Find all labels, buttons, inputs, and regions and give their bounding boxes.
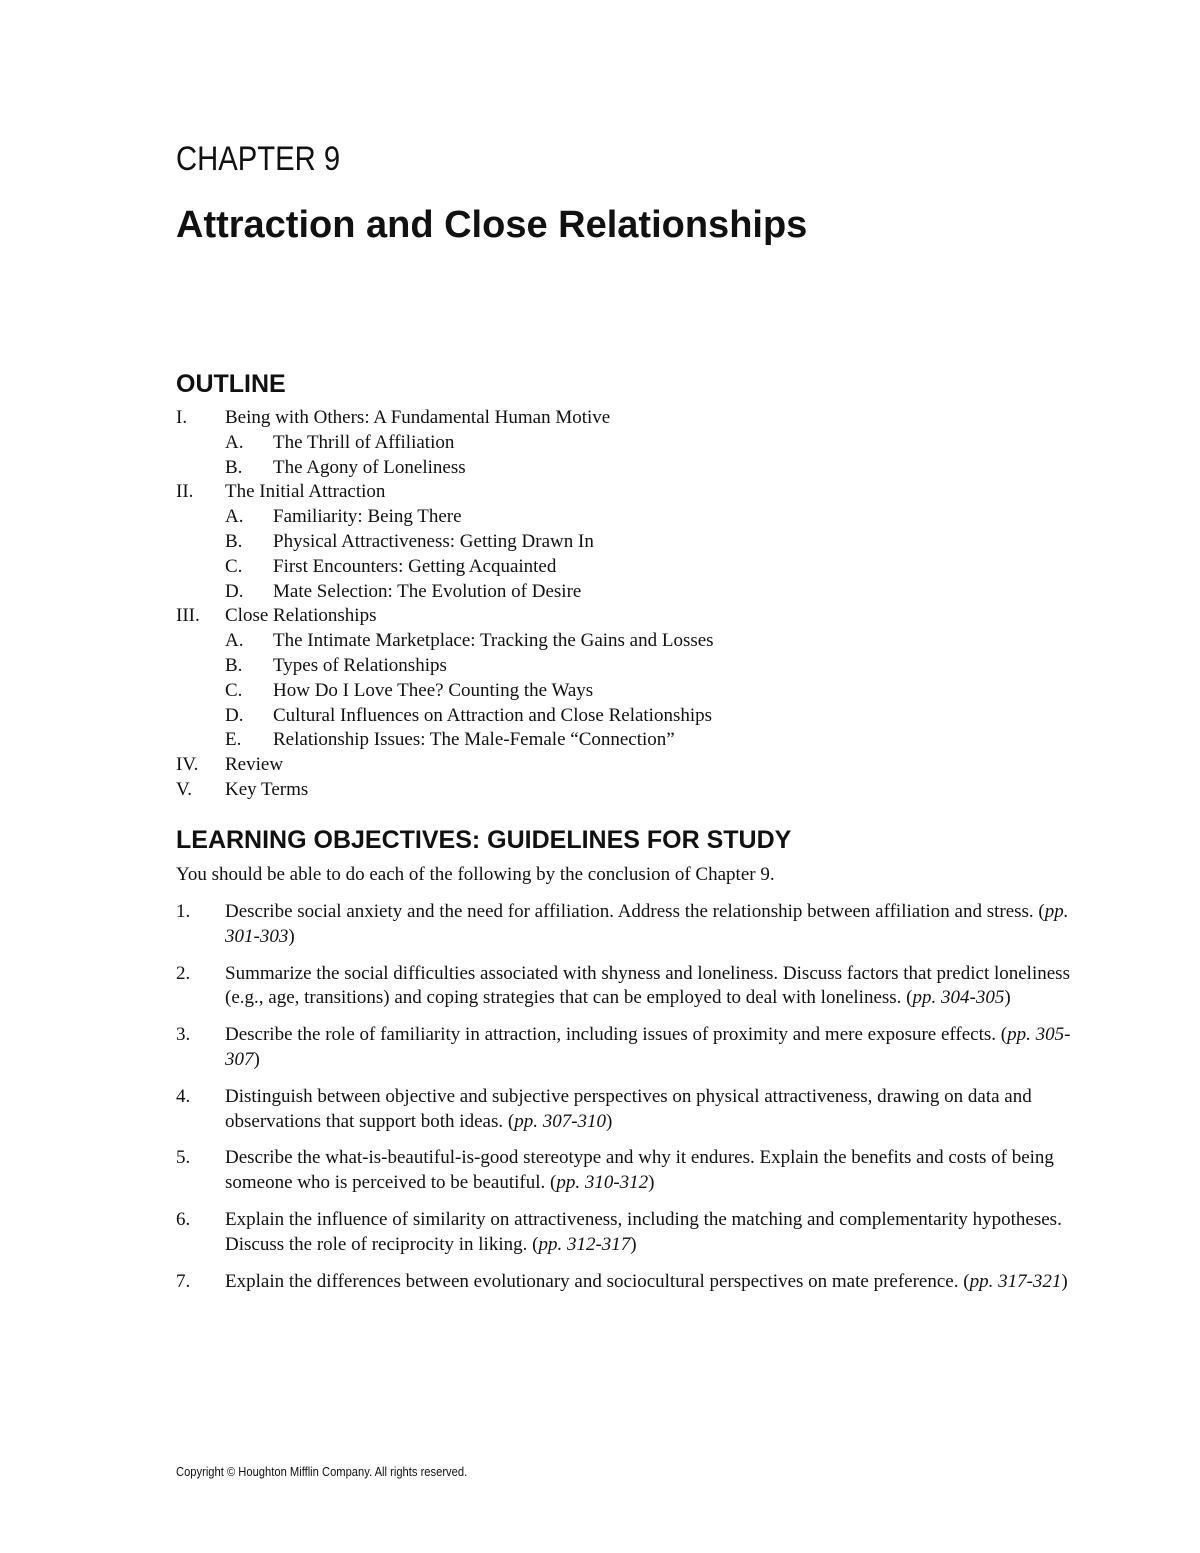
objective-text — [225, 1271, 1068, 1292]
outline-item-number: IV. — [176, 754, 199, 776]
chapter-label: CHAPTER 9 — [176, 140, 341, 178]
objective-close-paren: ) — [648, 1172, 655, 1194]
objectives-list — [176, 900, 1076, 1306]
objective-page-ref: pp. 307-310 — [514, 1110, 607, 1132]
objective-close-paren: ) — [606, 1110, 613, 1132]
outline-subitem — [176, 629, 1136, 654]
objective-close-paren: ) — [288, 925, 295, 947]
outline-item-number: B. — [225, 456, 243, 478]
objective-description: Summarize the social difficulties associated with shyness and loneliness. Discuss factors that predict loneliness (e.g., age, transitions) and coping strategies that can be employed to deal with loneliness. ( — [225, 962, 1070, 1009]
outline-subitem — [176, 580, 1136, 605]
objective-page-ref: pp. 310-312 — [556, 1172, 649, 1194]
objectives-intro: You should be able to do each of the following by the conclusion of Chapter 9. — [176, 864, 775, 885]
outline-subitem — [176, 654, 1136, 679]
outline-item-text: Types of Relationships — [273, 654, 447, 676]
outline-item-number: II. — [176, 481, 194, 503]
outline-item — [176, 406, 1136, 431]
outline-item-text: Familiarity: Being There — [273, 506, 462, 528]
objective-description: Distinguish between objective and subjective perspectives on physical attractiveness, drawing on data and observations that support both ideas. ( — [225, 1085, 1032, 1132]
objective-description: Describe the what-is-beautiful-is-good stereotype and why it endures. Explain the benefits and costs of being someone who is perceived to be beautiful. ( — [225, 1147, 1054, 1194]
outline-item-text: The Agony of Loneliness — [273, 456, 466, 478]
outline-item — [176, 480, 1136, 505]
outline-item-text: Mate Selection: The Evolution of Desire — [273, 580, 582, 602]
objective-text — [225, 1147, 1054, 1193]
outline-item-text: Cultural Influences on Attraction and Close Relationships — [273, 704, 713, 726]
outline-subitem — [176, 728, 1136, 753]
objective-close-paren: ) — [1061, 1270, 1068, 1292]
outline-item-number: III. — [176, 605, 200, 627]
outline-list — [176, 406, 1136, 803]
outline-item-text: The Initial Attraction — [225, 481, 386, 503]
outline-item-text: Key Terms — [225, 778, 309, 800]
outline-heading: OUTLINE — [176, 370, 286, 398]
outline-item-text: Physical Attractiveness: Getting Drawn In — [273, 530, 594, 552]
outline-item-number: A. — [225, 431, 244, 453]
objective-description: Explain the influence of similarity on attractiveness, including the matching and complementarity hypotheses. Discuss the role of reciprocity in liking. ( — [225, 1208, 1062, 1255]
outline-item-number: B. — [225, 654, 243, 676]
outline-subitem — [176, 505, 1136, 530]
outline-item-number: C. — [225, 679, 243, 701]
objective-item — [176, 1208, 1076, 1258]
objective-description: Describe social anxiety and the need for affiliation. Address the relationship between affiliation and stress. ( — [225, 901, 1045, 922]
outline-item-number: V. — [176, 778, 193, 800]
objective-page-ref: pp. 304-305 — [912, 987, 1005, 1009]
objective-number: 7. — [176, 1270, 191, 1292]
objective-text — [225, 963, 1070, 1009]
outline-item-number: C. — [225, 555, 243, 577]
objective-item — [176, 962, 1076, 1012]
objective-text — [225, 1209, 1062, 1255]
objective-number: 2. — [176, 962, 191, 984]
objective-close-paren: ) — [1004, 987, 1011, 1009]
outline-subitem — [176, 555, 1136, 580]
outline-item-text: Being with Others: A Fundamental Human Motive — [225, 407, 611, 428]
outline-item — [176, 753, 1136, 778]
objective-item — [176, 1270, 1076, 1295]
outline-item-number: D. — [225, 704, 244, 726]
objective-item — [176, 900, 1076, 950]
outline-item — [176, 604, 1136, 629]
outline-item-text: How Do I Love Thee? Counting the Ways — [273, 679, 594, 701]
objective-close-paren: ) — [253, 1048, 260, 1070]
objective-page-ref: pp. 301-303 — [225, 901, 1069, 947]
objective-text — [225, 1086, 1032, 1132]
objective-description: Describe the role of familiarity in attraction, including issues of proximity and mere exposure effects. ( — [225, 1024, 1008, 1046]
outline-item — [176, 778, 1136, 803]
objective-number: 6. — [176, 1208, 191, 1230]
chapter-title: Attraction and Close Relationships — [176, 204, 808, 246]
outline-item-text: The Thrill of Affiliation — [273, 431, 455, 453]
objective-text — [225, 901, 1069, 947]
outline-item-text: Relationship Issues: The Male-Female “Connection” — [273, 729, 675, 751]
outline-item-number: B. — [225, 530, 243, 552]
outline-item-number: E. — [225, 729, 242, 751]
objective-item — [176, 1146, 1076, 1196]
outline-item-text: First Encounters: Getting Acquainted — [273, 555, 557, 577]
objective-number: 5. — [176, 1147, 191, 1169]
outline-subitem — [176, 679, 1136, 704]
copyright-footer: Copyright © Houghton Mifflin Company. All rights reserved. — [176, 1464, 468, 1479]
objective-page-ref: pp. 317-321 — [969, 1270, 1062, 1292]
objective-text — [225, 1024, 1070, 1070]
objective-item — [176, 1085, 1076, 1135]
objective-item — [176, 1023, 1076, 1073]
outline-item-text: Review — [225, 754, 284, 776]
outline-subitem — [176, 704, 1136, 729]
outline-item-number: A. — [225, 506, 244, 528]
objectives-heading: LEARNING OBJECTIVES: GUIDELINES FOR STUDY — [176, 826, 792, 854]
outline-subitem — [176, 431, 1136, 456]
objective-close-paren: ) — [630, 1233, 637, 1255]
objective-number: 3. — [176, 1024, 191, 1046]
objective-number: 4. — [176, 1085, 191, 1107]
outline-subitem — [176, 530, 1136, 555]
outline-item-text: The Intimate Marketplace: Tracking the Gains and Losses — [273, 630, 714, 652]
objective-page-ref: pp. 312-317 — [538, 1233, 631, 1255]
outline-item-text: Close Relationships — [225, 605, 377, 627]
objective-page-ref: pp. 305-307 — [225, 1024, 1071, 1070]
outline-subitem — [176, 456, 1136, 481]
outline-item-number: A. — [225, 630, 244, 652]
objective-description: Explain the differences between evolutionary and sociocultural perspectives on mate preference. ( — [225, 1270, 970, 1292]
outline-item-number: I. — [176, 407, 188, 428]
objective-number: 1. — [176, 901, 191, 922]
outline-item-number: D. — [225, 580, 244, 602]
